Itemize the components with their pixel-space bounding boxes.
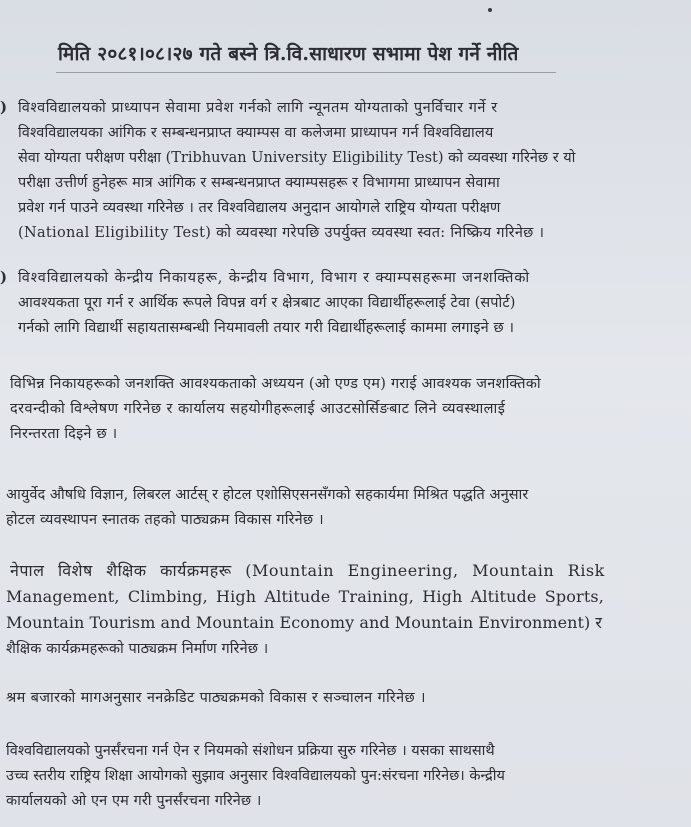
- paragraph-line: उच्च स्तरीय राष्ट्रिय शिक्षा आयोगको सुझाव अनुसार विश्वविद्यालयको पुन:संरचना गरिनेछ। केन्द्रीय: [6, 768, 505, 784]
- paragraph-marker: ): [0, 98, 8, 116]
- paragraph-line: शैक्षिक कार्यक्रमहरूको पाठ्यक्रम निर्माण गरिनेछ ।: [6, 641, 269, 657]
- paragraph-line: प्रवेश गर्न पाउने व्यवस्था गरिनेछ । तर विश्वविद्यालय अनुदान आयोगले राष्ट्रिय योग्यता परीक्षण: [18, 200, 501, 216]
- ink-speck: [488, 8, 492, 12]
- paragraph-line: कार्यालयको ओ एन एम गरी पुनर्संरचना गरिनेछ ।: [6, 793, 262, 809]
- paragraph-line: परीक्षा उत्तीर्ण हुनेहरू मात्र आंगिक र सम्बन्धनप्राप्त क्याम्पसहरू र विभागमा प्राध्यापन सेवामा: [18, 175, 500, 191]
- document-title: मिति २०८१।०८।२७ गते बस्ने त्रि.वि.साधारण सभामा पेश गर्ने नीति: [58, 43, 519, 65]
- paragraph-line: श्रम बजारको मागअनुसार ननक्रेडिट पाठ्यक्रमको विकास र सञ्चालन गरिनेछ ।: [6, 690, 426, 706]
- paragraph-line: दरवन्दीको विश्लेषण गरिनेछ र कार्यालय सहयोगीहरूलाई आउटसोर्सिङबाट लिने व्यवस्थालाई: [10, 401, 506, 417]
- paragraph-line: आवश्यकता पूरा गर्न र आर्थिक रूपले विपन्न वर्ग र क्षेत्रबाट आएका विद्यार्थीहरूलाई टेवा (सपोर्ट): [18, 295, 516, 311]
- paragraph-line: होटल व्यवस्थापन स्नातक तहको पाठ्यक्रम विकास गरिनेछ ।: [6, 512, 324, 528]
- paragraph-line: आयुर्वेद औषधि विज्ञान, लिबरल आर्टस् र होटल एशोसिएसनसँगको सहकार्यमा मिश्रित पद्धति अनुसार: [6, 487, 529, 503]
- paragraph-line: Mountain Tourism and Mountain Economy and Mountain Environment) र: [6, 613, 602, 632]
- paragraph-line: गर्नको लागि विद्यार्थी सहायतासम्बन्धी नियमावली तयार गरी विद्यार्थीहरूलाई काममा लगाइने छ ।: [18, 320, 515, 336]
- paragraph-line: विश्वविद्यालयको प्राध्यापन सेवामा प्रवेश गर्नको लागि न्यूनतम योग्यताको पुनर्विचार गर्ने र: [18, 100, 498, 116]
- paragraph-line: विश्वविद्यालयको पुनर्संरचना गर्न ऐन र नियमको संशोधन प्रक्रिया सुरु गरिनेछ । यसका साथसाथै: [6, 743, 495, 759]
- paragraph-line: विभिन्न निकायहरूको जनशक्ति आवश्यकताको अध्ययन (ओ एण्ड एम) गराई आवश्यक जनशक्तिको: [10, 376, 541, 392]
- paragraph-line: (National Eligibility Test) को व्यवस्था गरेपछि उपर्युक्त व्यवस्था स्वत: निष्क्रिय गरिनेछ ।: [18, 225, 545, 241]
- paragraph-marker: ): [0, 268, 8, 286]
- paragraph-line: नेपाल विशेष शैक्षिक कार्यक्रमहरू (Mountain Engineering, Mountain Risk: [10, 561, 605, 580]
- paragraph-line: विश्वविद्यालयका आंगिक र सम्बन्धनप्राप्त क्याम्पस वा कलेजमा प्राध्यापन गर्न विश्वविद्यालय: [18, 125, 494, 141]
- paragraph-line: विश्वविद्यालयको केन्द्रीय निकायहरू, केन्द्रीय विभाग, विभाग र क्याम्पसहरूमा जनशक्तिको: [18, 270, 531, 286]
- paragraph-line: सेवा योग्यता परीक्षण परीक्षा (Tribhuvan University Eligibility Test) को व्यवस्था गरिनेछ र यो: [18, 150, 576, 166]
- paragraph-line: Management, Climbing, High Altitude Training, High Altitude Sports,: [6, 587, 605, 606]
- title-underline: [56, 72, 556, 73]
- paragraph-line: निरन्तरता दिइने छ ।: [10, 426, 118, 442]
